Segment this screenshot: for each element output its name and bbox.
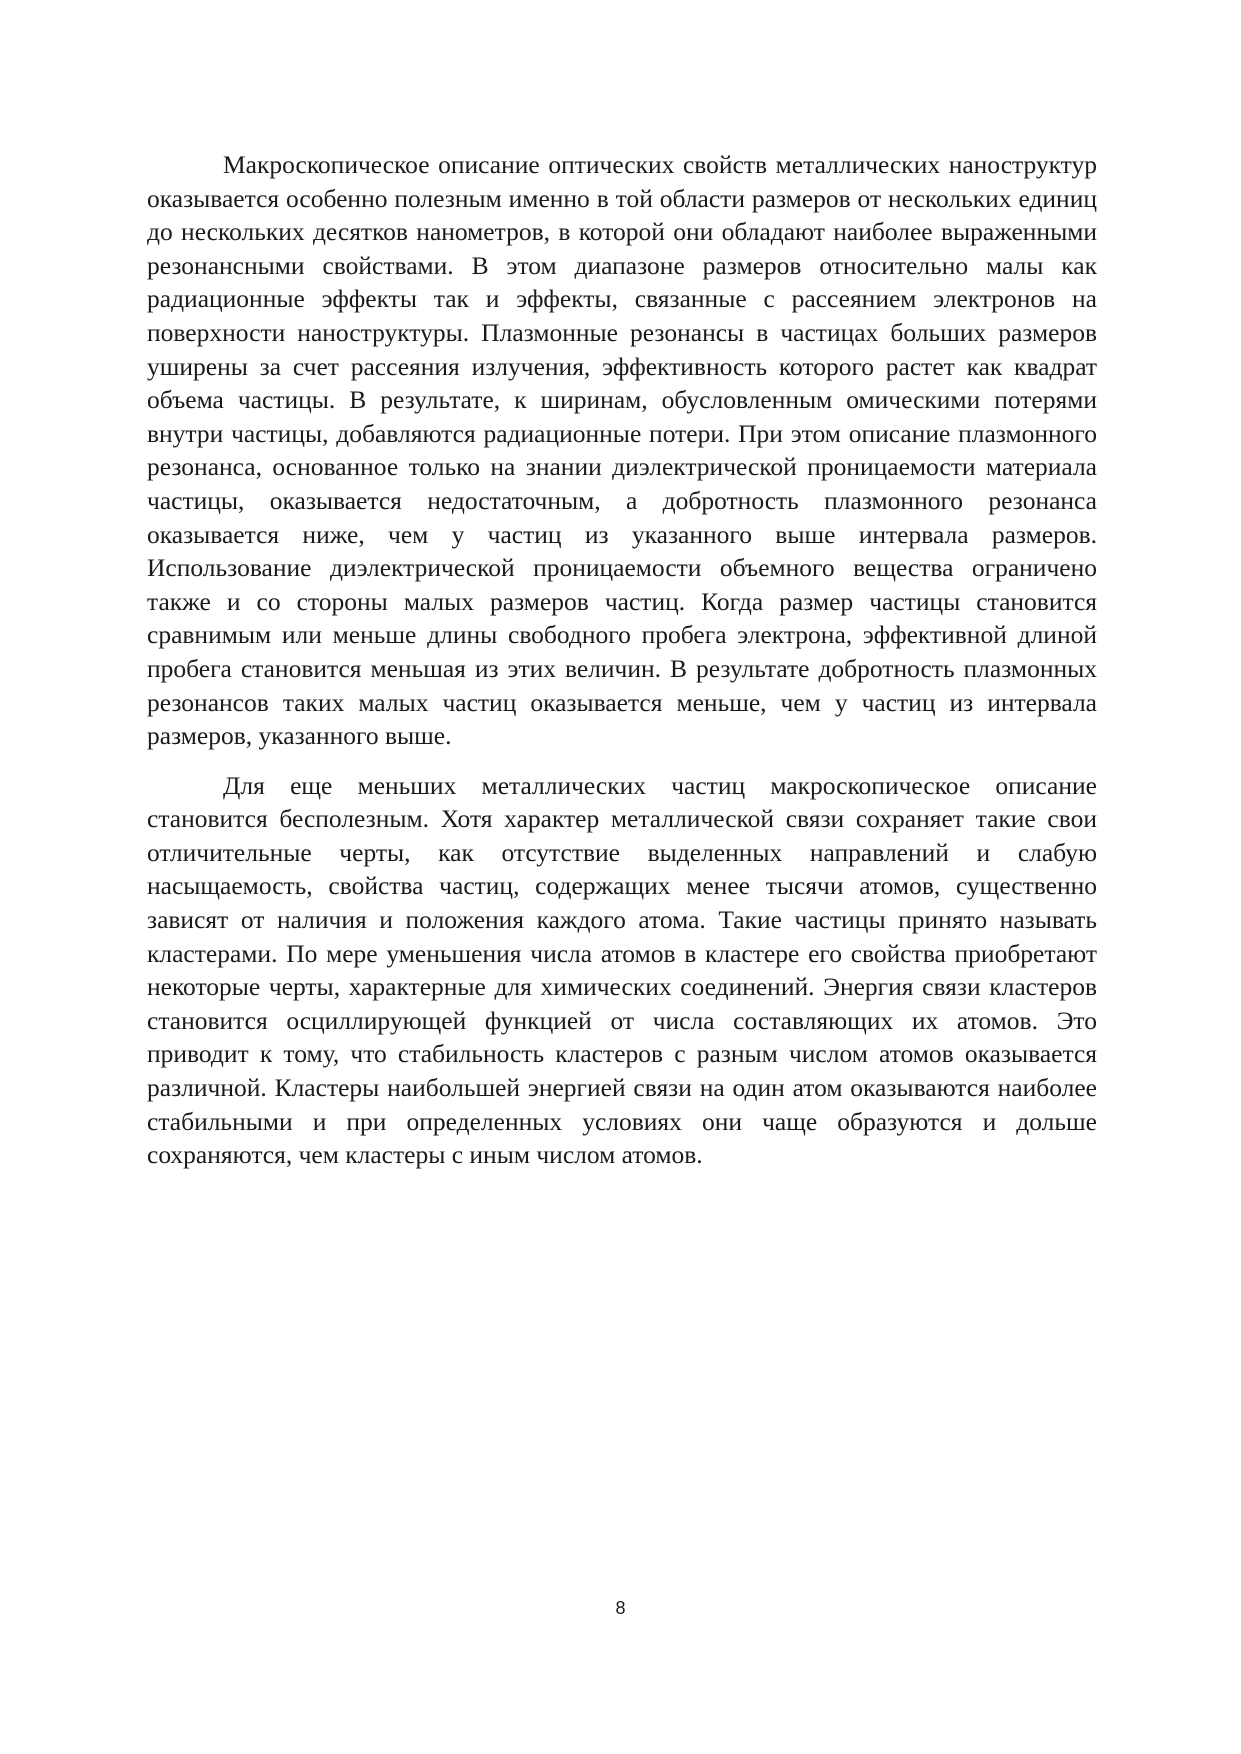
paragraph-2: Для еще меньших металлических частиц макроскопическое описание становится бесполезным. Хотя характер металлической связи сохраняет такие свои отличительные черты, как отсутствие выделенных направлений и слабую насыщаемость, свойства частиц, содержащих менее тысячи атомов, существенно зависят от наличия и положения каждого атома. Такие частицы принято называть кластерами. По мере уменьшения числа атомов в кластере его свойства приобретают некоторые черты, характерные для химических соединений. Энергия связи кластеров становится осциллирующей функцией от числа составляющих их атомов. Это приводит к тому, что стабильность кластеров с разным числом атомов оказывается различной. Кластеры наибольшей энергией связи на один атом оказываются наиболее стабильными и при определенных условиях они чаще образуются и дольше сохраняются, чем кластеры с иным числом атомов. (147, 770, 1097, 1170)
page-number: 8 (615, 1598, 626, 1618)
paragraph-1: Макроскопическое описание оптических свойств металлических наноструктур оказывается особенно полезным именно в той области размеров от нескольких единиц до нескольких десятков нанометров, в которой они обладают наиболее выраженными резонансными свойствами. В этом диапазоне размеров относительно малы как радиационные эффекты так и эффекты, связанные с рассеянием электронов на поверхности наноструктуры. Плазмонные резонансы в частицах больших размеров уширены за счет рассеяния излучения, эффективность которого растет как квадрат объема частицы. В результате, к ширинам, обусловленным омическими потерями внутри частицы, добавляются радиационные потери. При этом описание плазмонного резонанса, основанное только на знании диэлектрической проницаемости материала частицы, оказывается недостаточным, а добротность плазмонного резонанса оказывается ниже, чем у частиц из указанного выше интервала размеров. Использование диэлектрической проницаемости объемного вещества ограничено также и со стороны малых размеров частиц. Когда размер частицы становится сравнимым или меньше длины свободного пробега электрона, эффективной длиной пробега становится меньшая из этих величин. В результате добротность плазмонных резонансов таких малых частиц оказывается меньше, чем у частиц из интервала размеров, указанного выше. (147, 150, 1097, 751)
document-body (147, 148, 1097, 1172)
